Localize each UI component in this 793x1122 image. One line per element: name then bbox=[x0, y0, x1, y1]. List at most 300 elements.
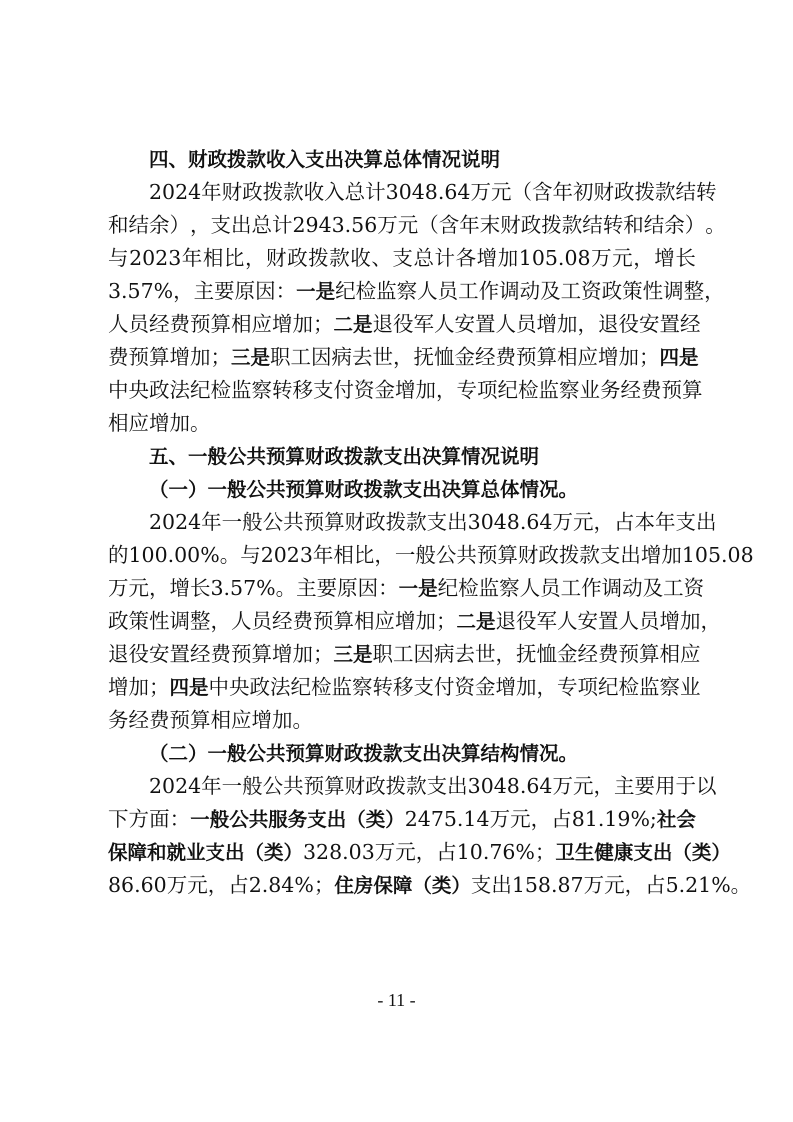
text-token: 法 bbox=[270, 675, 291, 699]
text-token: 预 bbox=[303, 510, 325, 534]
text-token: 专 bbox=[456, 378, 477, 402]
text-token: 加 bbox=[415, 378, 436, 402]
text-token: 经 bbox=[577, 642, 599, 666]
text-token: 占 bbox=[436, 840, 457, 864]
text-line bbox=[108, 803, 696, 836]
text-token: 主 bbox=[193, 279, 215, 303]
text-token: ； bbox=[149, 675, 170, 699]
text-line bbox=[108, 572, 705, 605]
text-token: 项 bbox=[577, 675, 599, 699]
bold-term: 住房保障（类） bbox=[334, 874, 471, 897]
text-token: 工 bbox=[458, 279, 479, 303]
text-token: 年 bbox=[459, 213, 480, 237]
text-token: 人 bbox=[434, 312, 455, 336]
text-token: 。 bbox=[705, 213, 726, 237]
text-token: 金 bbox=[475, 675, 496, 699]
text-token: 元 bbox=[397, 213, 419, 237]
text-line-last: 相应增加。 bbox=[108, 411, 211, 435]
text-token: 结 bbox=[128, 213, 149, 237]
text-token: 察 bbox=[352, 675, 373, 699]
text-token: 财 bbox=[500, 213, 521, 237]
text-token: 付 bbox=[333, 378, 354, 402]
text-token: 检 bbox=[355, 279, 377, 303]
text-token: 万 bbox=[166, 873, 188, 897]
text-token: 安 bbox=[149, 642, 170, 666]
text-token: 要 bbox=[634, 774, 655, 798]
text-token: 占 bbox=[551, 807, 572, 831]
text-token: 含 bbox=[438, 213, 460, 237]
text-line bbox=[108, 638, 701, 671]
bold-term: 一是 bbox=[296, 280, 336, 303]
text-token: 政 bbox=[520, 213, 542, 237]
text-token: 增 bbox=[169, 345, 190, 369]
bold-term: 四是 bbox=[169, 676, 209, 699]
text-token: 本 bbox=[634, 510, 655, 534]
text-token: 一 bbox=[221, 510, 243, 534]
text-token: 及 bbox=[642, 576, 664, 600]
text-line bbox=[108, 374, 703, 407]
text-token: ） bbox=[169, 213, 190, 237]
text-token: 业 bbox=[579, 378, 600, 402]
text-token: 业 bbox=[680, 675, 701, 699]
text-token: 算 bbox=[324, 510, 345, 534]
text-token: （ bbox=[511, 180, 532, 204]
text-token: 抚 bbox=[413, 345, 435, 369]
text-token: 3048.64 bbox=[385, 180, 471, 204]
text-token: 世 bbox=[475, 642, 496, 666]
text-token: 转 bbox=[695, 180, 717, 204]
bold-term: 社会 bbox=[656, 808, 696, 831]
text-token: 3048.64 bbox=[467, 774, 553, 798]
text-line bbox=[108, 539, 754, 572]
text-token: ， bbox=[436, 378, 457, 402]
text-token: 财 bbox=[593, 180, 614, 204]
text-token: 方 bbox=[128, 807, 150, 831]
text-token: 计 bbox=[434, 246, 456, 270]
text-token: 长 bbox=[190, 576, 211, 600]
text-token: 元 bbox=[510, 807, 531, 831]
text-token: 人 bbox=[231, 609, 252, 633]
subsection-heading-1: （一）一般公共预算财政拨款支出决算总体情况。 bbox=[149, 478, 579, 501]
body-text bbox=[108, 143, 754, 902]
text-token: 预 bbox=[661, 378, 682, 402]
text-token: 加 bbox=[557, 312, 578, 336]
text-token: 退 bbox=[108, 642, 129, 666]
text-token: 财 bbox=[344, 774, 366, 798]
text-token: 以 bbox=[695, 774, 717, 798]
text-token: 占 bbox=[613, 510, 635, 534]
text-token: 增 bbox=[395, 609, 416, 633]
text-token: ， bbox=[530, 807, 552, 831]
text-token: ， bbox=[190, 213, 211, 237]
text-token: 2024 bbox=[149, 180, 202, 204]
text-token: 察 bbox=[559, 378, 580, 402]
text-token: 算 bbox=[536, 345, 558, 369]
text-token: 2475.14 bbox=[404, 807, 490, 831]
text-token: 、 bbox=[371, 246, 392, 270]
text-token: 预 bbox=[190, 312, 211, 336]
bold-term: 二是 bbox=[456, 610, 496, 633]
text-token: （ bbox=[418, 213, 439, 237]
text-token: 病 bbox=[331, 345, 353, 369]
text-token: 一 bbox=[221, 774, 243, 798]
text-token: 退 bbox=[598, 312, 619, 336]
text-token: 拨 bbox=[385, 510, 407, 534]
bold-term: 卫生健康支出（类） bbox=[555, 841, 731, 864]
text-token: 算 bbox=[324, 774, 345, 798]
text-token: 资 bbox=[581, 279, 602, 303]
text-token: ， bbox=[633, 246, 654, 270]
text-token: 人 bbox=[519, 576, 541, 600]
text-token: 元 bbox=[604, 873, 625, 897]
text-token: 预 bbox=[128, 345, 149, 369]
text-token: 元 bbox=[395, 840, 416, 864]
text-token: 费 bbox=[108, 345, 129, 369]
text-token: 2.84% bbox=[248, 873, 314, 897]
text-token: 款 bbox=[579, 543, 600, 567]
text-token: 退 bbox=[495, 609, 517, 633]
text-token: 计 bbox=[272, 213, 293, 237]
text-line bbox=[108, 671, 701, 704]
text-token: ， bbox=[624, 873, 646, 897]
text-token: 328.03 bbox=[303, 840, 375, 864]
text-token: 察 bbox=[251, 378, 272, 402]
text-token: 主 bbox=[296, 576, 317, 600]
text-token: 预 bbox=[231, 642, 252, 666]
text-token: 3048.64 bbox=[467, 510, 553, 534]
text-token: 2943.56 bbox=[292, 213, 378, 237]
text-token: 结 bbox=[675, 180, 696, 204]
text-token: 元 bbox=[128, 576, 149, 600]
text-token: ， bbox=[244, 246, 266, 270]
text-token: 共 bbox=[283, 510, 304, 534]
text-token: 元 bbox=[187, 873, 208, 897]
text-token: 加 bbox=[680, 609, 701, 633]
text-token: 安 bbox=[639, 312, 660, 336]
text-token: 增 bbox=[108, 675, 129, 699]
text-token: 纪 bbox=[437, 576, 459, 600]
text-token: 算 bbox=[251, 642, 272, 666]
text-token: 算 bbox=[682, 378, 703, 402]
text-token: 整 bbox=[683, 279, 705, 303]
text-token: 监 bbox=[639, 675, 660, 699]
text-token: 员 bbox=[251, 609, 272, 633]
text-token: 增 bbox=[272, 312, 293, 336]
text-token: 下 bbox=[108, 807, 129, 831]
text-token: 款 bbox=[561, 213, 583, 237]
text-token: 军 bbox=[536, 609, 558, 633]
text-token: 专 bbox=[557, 675, 578, 699]
text-token: 监 bbox=[538, 378, 559, 402]
text-token: 100.00%。 bbox=[128, 543, 241, 567]
text-token: 资 bbox=[454, 675, 476, 699]
text-token: 占 bbox=[228, 873, 249, 897]
text-token: 因 bbox=[357, 576, 379, 600]
text-token: 监 bbox=[376, 279, 397, 303]
text-token: 职 bbox=[270, 345, 291, 369]
text-token: 加 bbox=[415, 609, 436, 633]
page-number: - 11 - bbox=[377, 990, 416, 1010]
text-token: 因 bbox=[311, 345, 332, 369]
text-token: 转 bbox=[372, 675, 394, 699]
text-token: 金 bbox=[557, 642, 578, 666]
text-token: 役 bbox=[618, 312, 640, 336]
section-4-paragraph bbox=[108, 176, 726, 440]
text-token: 调 bbox=[663, 279, 684, 303]
text-token: 法 bbox=[169, 378, 190, 402]
text-token: 初 bbox=[572, 180, 594, 204]
text-token: ， bbox=[374, 543, 395, 567]
text-token: 加 bbox=[292, 642, 313, 666]
text-token: 万 bbox=[377, 213, 398, 237]
text-token: 2023 bbox=[129, 246, 182, 270]
text-token: ； bbox=[639, 345, 660, 369]
text-token: 政 bbox=[149, 378, 170, 402]
text-token: ， bbox=[207, 873, 229, 897]
text-token: 恤 bbox=[434, 345, 455, 369]
text-token: 转 bbox=[602, 213, 624, 237]
text-token: 调 bbox=[499, 279, 520, 303]
text-line bbox=[108, 242, 696, 275]
text-token: 加 bbox=[190, 345, 211, 369]
text-token: 人 bbox=[495, 312, 517, 336]
text-token: 应 bbox=[251, 312, 272, 336]
text-token: 增 bbox=[659, 609, 681, 633]
text-token: 察 bbox=[396, 279, 418, 303]
text-token: 相 bbox=[354, 609, 375, 633]
text-token: 含 bbox=[531, 180, 553, 204]
text-token: 世 bbox=[372, 345, 394, 369]
text-token: 相 bbox=[557, 345, 578, 369]
text-token: 收 bbox=[303, 180, 325, 204]
text-token: 员 bbox=[128, 312, 149, 336]
text-token: 退 bbox=[372, 312, 394, 336]
text-token: 各 bbox=[455, 246, 477, 270]
text-token: 财 bbox=[266, 246, 287, 270]
text-token: 加 bbox=[661, 543, 682, 567]
text-token: ； bbox=[313, 642, 334, 666]
text-token: 因 bbox=[255, 279, 276, 303]
text-token: 般 bbox=[242, 774, 263, 798]
text-token: 万 bbox=[374, 840, 396, 864]
bold-term: 四是 bbox=[659, 346, 699, 369]
text-token: 中 bbox=[108, 378, 129, 402]
text-token: 应 bbox=[577, 345, 599, 369]
text-token: 加 bbox=[516, 675, 537, 699]
text-token: 工 bbox=[393, 642, 414, 666]
text-token: 算 bbox=[149, 345, 170, 369]
text-token: 置 bbox=[475, 312, 496, 336]
text-token: 支 bbox=[426, 774, 448, 798]
text-token: 出 bbox=[491, 873, 512, 897]
text-token: 公 bbox=[262, 774, 284, 798]
text-token: ； bbox=[436, 609, 457, 633]
text-token: 政 bbox=[365, 510, 386, 534]
text-line bbox=[108, 275, 725, 308]
text-token: 纪 bbox=[190, 378, 211, 402]
text-token: 拨 bbox=[558, 543, 580, 567]
text-token: 收 bbox=[350, 246, 371, 270]
text-token: 占 bbox=[645, 873, 666, 897]
text-token: 主 bbox=[613, 774, 635, 798]
text-token: ： bbox=[275, 279, 297, 303]
text-token: 加 bbox=[618, 345, 640, 369]
text-token: 费 bbox=[169, 312, 190, 336]
text-token: 应 bbox=[680, 642, 701, 666]
text-token: 余 bbox=[149, 213, 170, 237]
text-token: 资 bbox=[683, 576, 705, 600]
text-token: 计 bbox=[365, 180, 386, 204]
text-token: 与 bbox=[108, 246, 129, 270]
text-token: 人 bbox=[417, 279, 438, 303]
text-token: 般 bbox=[415, 543, 436, 567]
text-token: 职 bbox=[372, 642, 394, 666]
text-token: 纪 bbox=[290, 675, 312, 699]
text-token: 检 bbox=[458, 576, 479, 600]
text-token: 检 bbox=[311, 675, 332, 699]
text-token: 预 bbox=[303, 774, 325, 798]
text-token: 抚 bbox=[516, 642, 537, 666]
text-token: 算 bbox=[333, 609, 354, 633]
text-token: ， bbox=[700, 609, 722, 633]
text-token: 算 bbox=[210, 312, 231, 336]
text-token: 元 bbox=[612, 246, 633, 270]
text-token: 察 bbox=[499, 576, 520, 600]
text-token: 资 bbox=[354, 378, 375, 402]
text-token: 和 bbox=[623, 213, 644, 237]
text-token: 增 bbox=[598, 345, 619, 369]
text-token: 年 bbox=[654, 510, 676, 534]
text-token: 经 bbox=[190, 642, 211, 666]
text-token: ， bbox=[495, 642, 517, 666]
text-token: 3.57% bbox=[210, 576, 276, 600]
text-token: 长 bbox=[675, 246, 696, 270]
text-token: 工 bbox=[560, 279, 582, 303]
text-token: 末 bbox=[479, 213, 501, 237]
text-token: ， bbox=[210, 609, 231, 633]
text-token: 105.08 bbox=[681, 543, 754, 567]
text-token: 支 bbox=[210, 213, 231, 237]
text-token: 公 bbox=[262, 510, 284, 534]
text-token: ； bbox=[313, 873, 335, 897]
text-token: 年 bbox=[201, 774, 222, 798]
text-token: 般 bbox=[242, 510, 263, 534]
text-token: 86.60 bbox=[108, 873, 167, 897]
text-token: 员 bbox=[639, 609, 660, 633]
text-token: 出 bbox=[695, 510, 717, 534]
text-token: 役 bbox=[516, 609, 537, 633]
text-token: 支 bbox=[413, 675, 435, 699]
text-token: ； bbox=[210, 345, 231, 369]
text-token: 出 bbox=[620, 543, 641, 567]
text-line bbox=[108, 506, 717, 539]
text-token: 察 bbox=[659, 675, 681, 699]
text-token: 政 bbox=[538, 543, 559, 567]
text-token: 万 bbox=[583, 873, 605, 897]
text-token: 原 bbox=[234, 279, 256, 303]
text-token: 和 bbox=[108, 213, 129, 237]
text-token: 置 bbox=[659, 312, 681, 336]
text-token: 检 bbox=[618, 675, 640, 699]
text-token: ， bbox=[149, 576, 170, 600]
text-token: 增 bbox=[536, 312, 558, 336]
text-token: 万 bbox=[470, 180, 491, 204]
text-token: 付 bbox=[434, 675, 455, 699]
text-token: 检 bbox=[210, 378, 231, 402]
text-token: 政 bbox=[108, 609, 129, 633]
text-token: 出 bbox=[447, 774, 468, 798]
text-token: 预 bbox=[313, 609, 334, 633]
text-token: 政 bbox=[613, 180, 635, 204]
text-token: 年 bbox=[201, 180, 222, 204]
text-token: 增 bbox=[476, 246, 498, 270]
text-token: 费 bbox=[598, 642, 619, 666]
text-token: 应 bbox=[374, 609, 395, 633]
text-token: 费 bbox=[641, 378, 662, 402]
subsection-1-paragraph bbox=[108, 506, 754, 737]
text-token: 5.21%。 bbox=[665, 873, 752, 897]
text-token: 拨 bbox=[262, 180, 284, 204]
text-token: 款 bbox=[654, 180, 676, 204]
text-token: 费 bbox=[292, 609, 313, 633]
text-token: 拨 bbox=[541, 213, 562, 237]
text-token: 中 bbox=[208, 675, 230, 699]
text-line bbox=[108, 770, 717, 803]
text-token: 2023 bbox=[260, 543, 313, 567]
text-token: 于 bbox=[675, 774, 696, 798]
text-token: ， bbox=[536, 675, 558, 699]
text-token: 加 bbox=[497, 246, 519, 270]
text-token: 人 bbox=[618, 609, 640, 633]
text-token: 算 bbox=[497, 543, 518, 567]
text-line bbox=[108, 605, 722, 638]
bold-term: 二是 bbox=[333, 313, 373, 336]
text-token: 工 bbox=[290, 345, 312, 369]
text-token: 纪 bbox=[598, 675, 619, 699]
text-token: 整 bbox=[190, 609, 211, 633]
text-token: 增 bbox=[495, 675, 517, 699]
text-token: 加 bbox=[128, 675, 149, 699]
text-token: 拨 bbox=[634, 180, 655, 204]
text-line bbox=[108, 869, 752, 902]
text-token: 支 bbox=[313, 378, 334, 402]
text-token: 相 bbox=[659, 642, 681, 666]
text-token: 金 bbox=[454, 345, 476, 369]
text-token: 员 bbox=[437, 279, 459, 303]
text-token: 工 bbox=[663, 576, 684, 600]
text-token: ： bbox=[169, 807, 191, 831]
text-token: 年 bbox=[312, 543, 334, 567]
text-token: 财 bbox=[221, 180, 243, 204]
text-token: 役 bbox=[393, 312, 414, 336]
text-token: 央 bbox=[229, 675, 250, 699]
text-token: 。 bbox=[275, 576, 297, 600]
text-token: 2024 bbox=[149, 774, 202, 798]
text-token: 政 bbox=[601, 279, 623, 303]
text-token: 10.76% bbox=[456, 840, 535, 864]
text-token: 一 bbox=[394, 543, 416, 567]
text-token: 因 bbox=[413, 642, 435, 666]
text-token: 人 bbox=[108, 312, 129, 336]
text-token: 检 bbox=[518, 378, 539, 402]
text-token: 置 bbox=[169, 642, 190, 666]
text-token: 入 bbox=[324, 180, 345, 204]
text-token: 监 bbox=[331, 675, 353, 699]
text-token: 移 bbox=[292, 378, 313, 402]
text-token: 监 bbox=[478, 576, 500, 600]
text-token: 增 bbox=[395, 378, 416, 402]
text-token: 预 bbox=[618, 642, 640, 666]
